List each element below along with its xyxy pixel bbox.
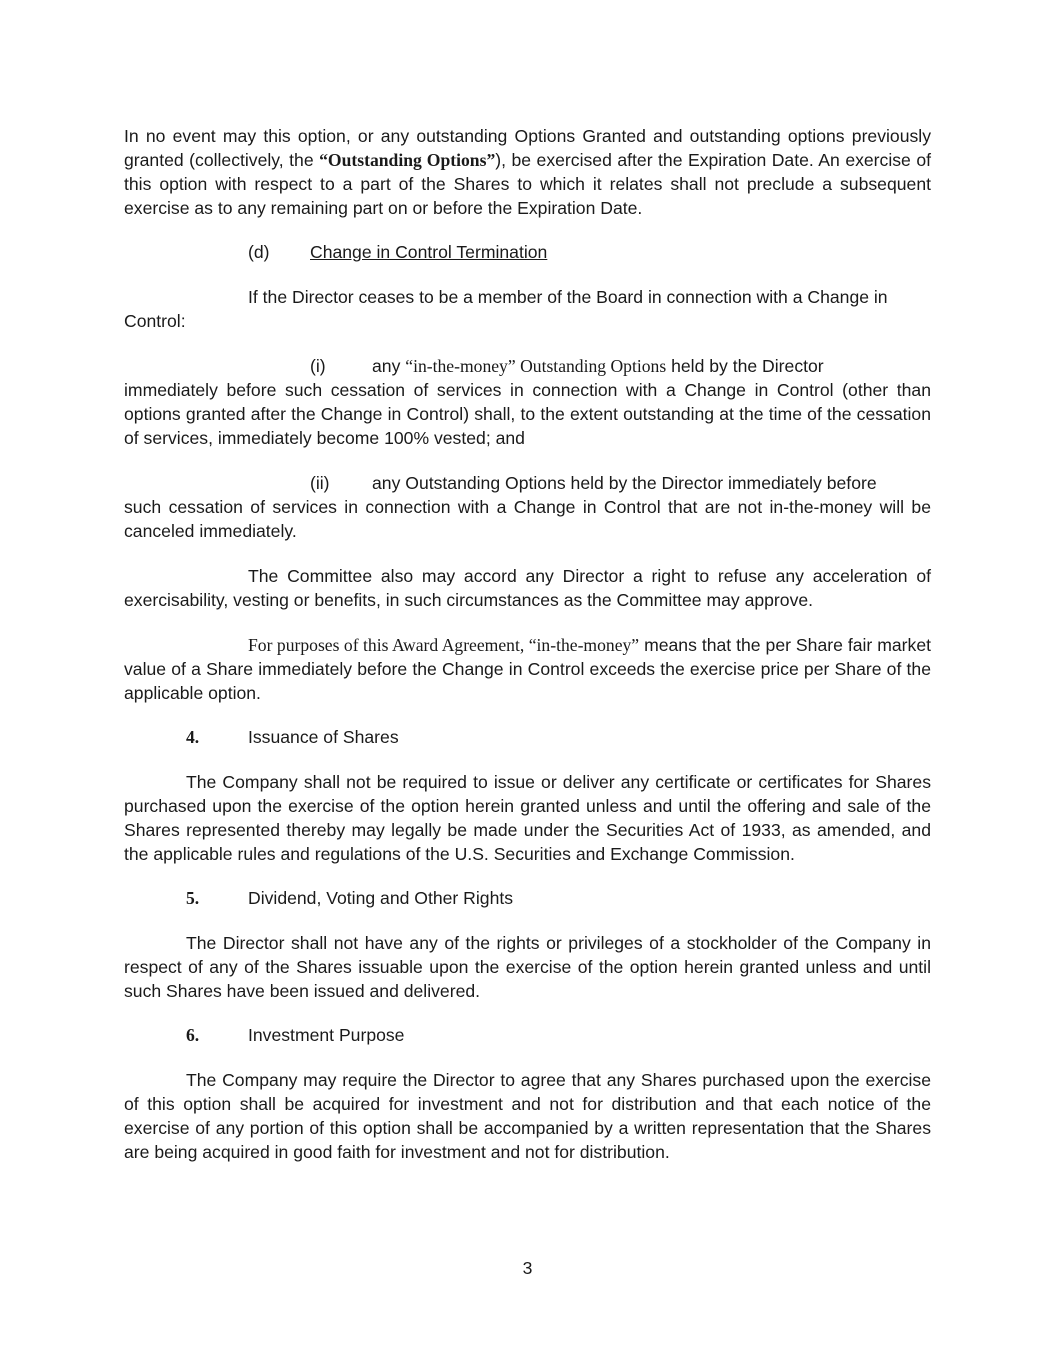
section-5-heading bbox=[124, 886, 931, 910]
section-5-number: 5. bbox=[186, 888, 200, 908]
item-ii-paragraph bbox=[124, 471, 931, 543]
section-4-number: 4. bbox=[186, 727, 200, 747]
outstanding-options-term: “Outstanding Options” bbox=[319, 150, 496, 170]
change-control-intro bbox=[124, 285, 931, 333]
item-i-number: (i) bbox=[310, 356, 326, 376]
change-control-intro-text: If the Director ceases to be a member of the Board in connection with a Change in bbox=[248, 287, 888, 307]
section-4-title: Issuance of Shares bbox=[248, 727, 399, 747]
item-i-text-2: held by the Director bbox=[666, 356, 824, 376]
document-body bbox=[124, 124, 931, 1164]
item-i-paragraph bbox=[124, 354, 931, 450]
expiration-text-1: In no event may this option, or any outstanding Options Granted and outstanding options previously granted (collectively, the bbox=[124, 126, 931, 170]
item-i-serif-text: “in-the-money” Outstanding Options bbox=[405, 356, 667, 376]
section-d-heading bbox=[124, 240, 931, 264]
committee-paragraph: The Committee also may accord any Director a right to refuse any acceleration of exercisability, vesting or benefits, in such circumstances as the Committee may approve. bbox=[124, 566, 931, 610]
item-ii-text-1: any Outstanding Options held by the Director immediately before bbox=[372, 473, 877, 493]
section-5-body: The Director shall not have any of the rights or privileges of a stockholder of the Company in respect of any of the Shares issuable upon the exercise of the option herein granted unless and until such Shares have been issued and delivered. bbox=[124, 933, 931, 1001]
section-6-body: The Company may require the Director to agree that any Shares purchased upon the exercise of this option shall be acquired for investment and not for distribution and that each notice of the exercise of any portion of this option shall be accompanied by a written representation that the Shares are being acquired in good faith for investment and not for distribution. bbox=[124, 1070, 931, 1162]
section-4-body: The Company shall not be required to issue or deliver any certificate or certificates for Shares purchased upon the exercise of the option herein granted unless and until the offering and sale of the Shares represented thereby may legally be made under the Securities Act of 1933, as amended, and the applicable rules and regulations of the U.S. Securities and Exchange Commission. bbox=[124, 772, 931, 864]
change-control-intro-end: Control: bbox=[124, 311, 186, 331]
section-d-number: (d) bbox=[248, 242, 270, 262]
section-4-heading bbox=[124, 725, 931, 749]
item-i-text-rest: immediately before such cessation of services in connection with a Change in Control (other than options granted after the Change in Control) shall, to the extent outstanding at the time of the cessation of services, immediately become 100% vested; and bbox=[124, 380, 931, 448]
item-i-text-1: any bbox=[372, 356, 406, 376]
purposes-serif-text: For purposes of this Award Agreement, “in-the-money” bbox=[248, 635, 640, 655]
section-6-number: 6. bbox=[186, 1025, 200, 1045]
expiration-text-2: ), be exercised after the Expiration Date. An exercise of this option with respect to a part of the Shares to which it relates shall not preclude a subsequent exercise as to any remaining part on or before the Expiration Date. bbox=[124, 150, 931, 218]
page-number: 3 bbox=[522, 1258, 533, 1278]
item-ii-number: (ii) bbox=[310, 473, 330, 493]
section-5-title: Dividend, Voting and Other Rights bbox=[248, 888, 514, 908]
item-ii-text-rest: such cessation of services in connection with a Change in Control that are not in-the-money will be canceled immediately. bbox=[124, 497, 931, 541]
section-d-title: Change in Control Termination bbox=[310, 242, 548, 262]
purposes-text: means that the per Share fair market value of a Share immediately before the Change in Control exceeds the exercise price per Share of the applicable option. bbox=[124, 635, 931, 703]
section-6-title: Investment Purpose bbox=[248, 1025, 405, 1045]
section-6-heading bbox=[124, 1023, 931, 1047]
expiration-paragraph bbox=[124, 124, 931, 220]
purposes-paragraph bbox=[124, 633, 931, 705]
